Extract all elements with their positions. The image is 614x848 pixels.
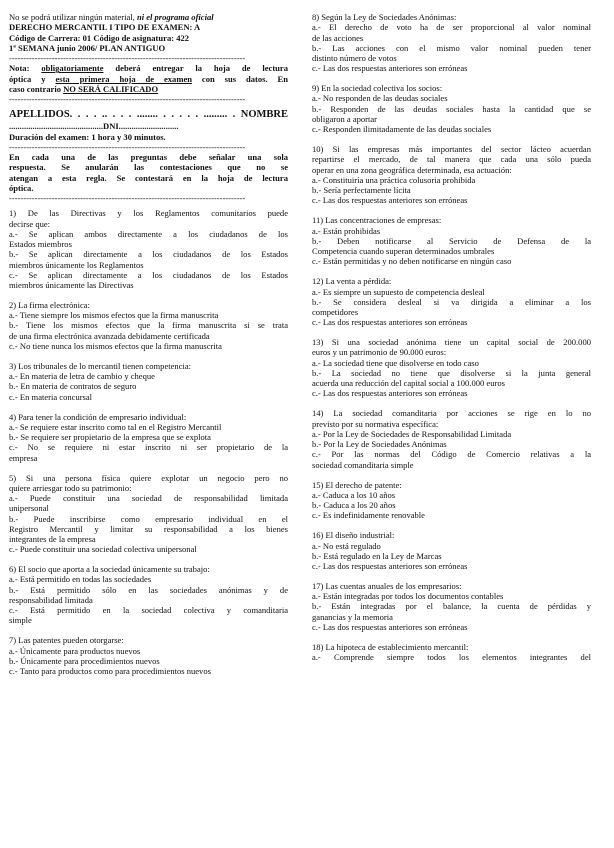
- question-4: [9, 412, 288, 463]
- question-12: [312, 276, 591, 327]
- answer-option-b: b.- La sociedad no tiene que disolverse si la junta general: [312, 367, 591, 378]
- question-text: repartirse el mercado, de tal manera que cada una sólo pueda: [312, 154, 591, 165]
- note-line-1: Nota: obligatoriamente deberá entregar la hoja de lectura: [9, 63, 288, 74]
- question-text: 17) Las cuentas anuales de los empresarios:: [312, 580, 462, 591]
- answer-option-c: c.- Está permitido en la sociedad colectiva y comanditaria: [9, 605, 288, 616]
- answer-option-a: a.- Se aplican ambos directamente a los ciudadanos de los: [9, 228, 288, 239]
- question-text: 6) El socio que aporta a la sociedad únicamente su trabajo:: [9, 564, 210, 575]
- answer-option-a: a.- Están prohibidas: [312, 225, 381, 236]
- answer-option-b: b.- Sería perfectamente lícita: [312, 185, 411, 196]
- right-column: [312, 12, 591, 662]
- left-column: [9, 12, 288, 676]
- question-1: [9, 208, 288, 290]
- answer-option-b: acuerda una reducción del capital social a 100.000 euros: [312, 378, 505, 389]
- answer-option-a: a.- Comprende siempre todos los elementos integrantes del: [312, 652, 591, 663]
- answer-option-b: distinto número de votos: [312, 53, 397, 63]
- apellidos-nombre-field: APELLIDOS. . . . .. . . . ........ . . . . . ......... . NOMBRE: [9, 109, 288, 121]
- answer-option-b: b.- Se considera desleal si va dirigida a eliminar a los: [312, 296, 591, 307]
- answer-option-b: miembros únicamente los Reglamentos: [9, 259, 144, 270]
- question-16: [312, 530, 591, 571]
- answer-option-c: empresa: [9, 452, 38, 463]
- answer-option-c: simple: [9, 615, 32, 626]
- question-text: 14) La sociedad comanditaria por acciones se rige en lo no: [312, 408, 591, 419]
- answer-option-c: c.- Las dos respuestas anteriores son erróneas: [312, 388, 468, 399]
- answer-option-a: a.- En materia de letra de cambio y cheque: [9, 371, 155, 382]
- header-material-line: No se podrá utilizar ningún material, ni el programa oficial: [9, 12, 214, 22]
- question-text: 3) Los tribunales de lo mercantil tienen competencia:: [9, 360, 192, 371]
- question-text: 1) De las Directivas y los Reglamentos comunitarios puede: [9, 208, 288, 219]
- separator: -----------------------------------------------------------------------------------: [9, 141, 246, 152]
- instructions-line: respuesta. Se anularán las contestaciones que no se: [9, 162, 288, 173]
- question-11: [312, 215, 591, 266]
- question-14: [312, 408, 591, 470]
- answer-option-c: c.- Las dos respuestas anteriores son erróneas: [312, 63, 468, 74]
- question-10: [312, 144, 591, 206]
- answer-option-c: c.- Las dos respuestas anteriores son erróneas: [312, 317, 468, 328]
- question-text: 2) La firma electrónica:: [9, 299, 90, 310]
- answer-option-c: c.- Responden ilimitadamente de las deudas sociales: [312, 124, 492, 135]
- answer-option-c: c.- Es indefinidamente renovable: [312, 510, 425, 521]
- separator: -----------------------------------------------------------------------------------: [9, 53, 246, 63]
- separator: -----------------------------------------------------------------------------------: [9, 193, 246, 203]
- instructions-line: óptica.: [9, 182, 34, 193]
- answer-option-b: b.- En materia de contratos de seguro: [9, 381, 137, 392]
- answer-option-c: c.- Están permitidas y no deben notificarse en ningún caso: [312, 256, 512, 267]
- answer-option-a: a.- Están integradas por todos los documentos contables: [312, 591, 504, 602]
- answer-option-b: b.- Se aplican directamente a los ciudadanos de los Estados: [9, 249, 288, 260]
- answer-option-c: c.- No tiene nunca los mismos efectos que la firma manuscrita: [9, 340, 222, 351]
- answer-option-b: responsabilidad limitada: [9, 594, 93, 605]
- question-text: 9) En la sociedad colectiva los socios:: [312, 83, 443, 94]
- question-text: 16) El diseño industrial:: [312, 530, 395, 541]
- question-text: 13) Si una sociedad anónima tiene un capital social de 200.000: [312, 337, 591, 348]
- question-text: 8) Según la Ley de Sociedades Anónimas:: [312, 12, 457, 22]
- answer-option-c: c.- Tanto para productos como para procedimientos nuevos: [9, 666, 211, 677]
- answer-option-c: c.- Las dos respuestas anteriores son erróneas: [312, 621, 468, 632]
- question-5: [9, 473, 288, 555]
- answer-option-b: competidores: [312, 307, 359, 317]
- question-text: previsto por su normativa específica:: [312, 418, 439, 429]
- answer-option-a: a.- Por la Ley de Sociedades de Responsabilidad Limitada: [312, 428, 512, 439]
- answer-option-c: c.- Las dos respuestas anteriores son erróneas: [312, 195, 468, 206]
- answer-option-a: a.- Únicamente para productos nuevos: [9, 645, 141, 656]
- answer-option-b: integrantes de la empresa: [9, 534, 96, 544]
- question-15: [312, 480, 591, 521]
- question-text: 4) Para tener la condición de empresario individual:: [9, 411, 187, 422]
- note-line-2: óptica y esta primera hoja de examen con sus datos. En: [9, 73, 288, 84]
- question-6: [9, 564, 288, 626]
- answer-option-b: b.- Por la Ley de Sociedades Anónimas: [312, 439, 447, 450]
- answer-option-c: sociedad comanditaria simple: [312, 459, 414, 470]
- answer-option-b: Competencia cuando superan determinados umbrales: [312, 246, 495, 257]
- question-text: 18) La hipoteca de establecimiento mercantil:: [312, 641, 469, 652]
- question-text: 15) El derecho de patente:: [312, 479, 402, 490]
- question-text: operar en una zona geográfica determinada, esa actuación:: [312, 164, 512, 175]
- answer-option-b: b.- Únicamente para procedimientos nuevos: [9, 655, 160, 666]
- answer-option-c: c.- Se aplican directamente a los ciudadanos de los Estados: [9, 269, 288, 280]
- question-3: [9, 361, 288, 402]
- answer-option-a: a.- Caduca a los 10 años: [312, 489, 396, 500]
- answer-option-b: b.- Caduca a los 20 años: [312, 500, 396, 511]
- answer-option-a: a.- La sociedad tiene que disolverse en todo caso: [312, 357, 479, 368]
- answer-option-a: a.- Se requiere estar inscrito como tal en el Registro Mercantil: [9, 421, 222, 432]
- dni-field: ............................................DNI............................: [9, 121, 179, 132]
- answer-option-c: c.- No se requiere ni estar inscrito ni ser propietario de la: [9, 442, 288, 453]
- answer-option-b: b.- Están integradas por el balance, la cuenta de pérdidas y: [312, 601, 591, 612]
- question-13: [312, 337, 591, 399]
- answer-option-b: b.- Está permitido sólo en las sociedades anónimas y de: [9, 584, 288, 595]
- question-text: quiere arriesgar todo su patrimonio:: [9, 482, 132, 493]
- answer-option-b: b.- Se requiere ser propietario de la empresa que se explota: [9, 432, 211, 443]
- question-2: [9, 300, 288, 351]
- exam-duration: Duración del examen: 1 hora y 30 minutos.: [9, 131, 166, 142]
- answer-option-b: b.- Responden de las deudas sociales hasta la cantidad que se: [312, 103, 591, 114]
- header-codes: Código de Carrera: 01 Código de asignatura: 422: [9, 32, 190, 43]
- answer-option-b: b.- Las acciones con el mismo valor nominal pueden tener: [312, 42, 591, 53]
- answer-option-b: b.- Está regulado en la Ley de Marcas: [312, 550, 442, 561]
- answer-option-b: b.- Deben notificarse al Servicio de Defensa de la: [312, 235, 591, 246]
- answer-option-a: a.- Está permitido en todas las sociedades: [9, 574, 152, 585]
- answer-option-c: miembros únicamente las Directivas: [9, 280, 134, 290]
- answer-option-a: a.- Es siempre un supuesto de competencia desleal: [312, 286, 485, 297]
- question-8: [312, 12, 591, 74]
- answer-option-a: a.- Tiene siempre los mismos efectos que la firma manuscrita: [9, 310, 219, 321]
- answer-option-a: a.- Puede constituir una sociedad de responsabilidad limitada: [9, 493, 288, 503]
- question-text: decirse que:: [9, 218, 51, 229]
- question-17: [312, 581, 591, 632]
- instructions-line: En cada una de las preguntas debe señalar una sola: [9, 152, 288, 162]
- answer-option-a: a.- No responden de las deudas sociales: [312, 93, 448, 104]
- question-18: [312, 642, 591, 663]
- question-text: 7) Las patentes pueden otorgarse:: [9, 635, 124, 646]
- header-subject: DERECHO MERCANTIL I TIPO DE EXAMEN: A: [9, 22, 201, 33]
- answer-option-a: a.- No está regulado: [312, 540, 381, 551]
- answer-option-b: obligaron a aportar: [312, 113, 378, 124]
- answer-option-a: unipersonal: [9, 503, 49, 514]
- answer-option-a: a.- El derecho de voto ha de ser proporcional al valor nominal: [312, 22, 591, 33]
- question-7: [9, 635, 288, 676]
- question-text: 10) Si las empresas más importantes del sector lácteo acuerdan: [312, 144, 591, 155]
- answer-option-c: c.- Puede constituir una sociedad colectiva unipersonal: [9, 544, 197, 555]
- question-9: [312, 83, 591, 134]
- answer-option-b: ganancias y la memoria: [312, 611, 393, 622]
- answer-option-c: c.- Por las normas del Código de Comercio relativas a la: [312, 449, 591, 460]
- answer-option-b: de una firma electrónica avanzada debidamente certificada: [9, 330, 210, 341]
- question-text: 5) Si una persona física quiere explotar un negocio pero no: [9, 472, 288, 483]
- answer-option-c: c.- En materia concursal: [9, 391, 93, 402]
- answer-option-b: b.- Puede inscribirse como empresario individual en el: [9, 513, 288, 524]
- question-text: 11) Las concentraciones de empresas:: [312, 215, 442, 226]
- answer-option-c: c.- Las dos respuestas anteriores son erróneas: [312, 561, 468, 571]
- header-session: 1ª SEMANA junio 2006/ PLAN ANTIGUO: [9, 42, 166, 53]
- answer-option-b: Registro Mercantil y limitar su responsabilidad a los bienes: [9, 523, 288, 534]
- separator: -----------------------------------------------------------------------------------: [9, 94, 246, 104]
- note-line-3: caso contrario NO SERÁ CALIFICADO: [9, 83, 159, 94]
- answer-option-a: a.- Constituiría una práctica colusoria prohibida: [312, 174, 476, 185]
- instructions-line: atengan a esta regla. Se contestará en la hoja de lectura: [9, 172, 288, 183]
- answer-option-b: b.- Tiene los mismos efectos que la firma manuscrita si se trata: [9, 320, 288, 331]
- answer-option-a: Estados miembros: [9, 239, 72, 249]
- question-text: euros y un patrimonio de 90.000 euros:: [312, 347, 447, 358]
- question-text: 12) La venta a pérdida:: [312, 276, 392, 287]
- answer-option-a: de las acciones: [312, 32, 364, 43]
